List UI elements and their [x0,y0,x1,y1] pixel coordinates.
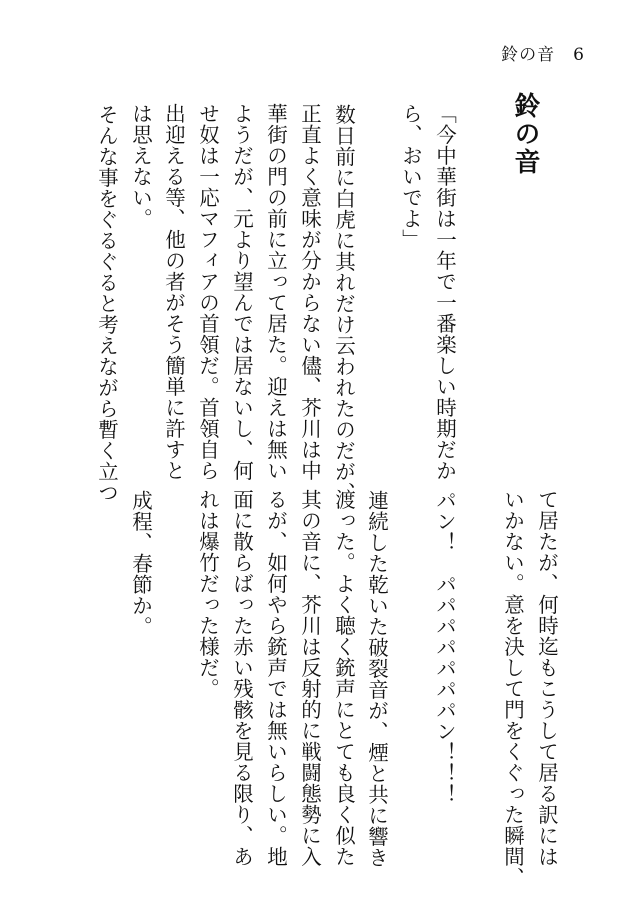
text-line: そんな事をぐるぐると考えながら暫く立つ [94,83,119,503]
text-line: 華街の門の前に立って居た。迎えは無い [263,103,288,481]
chapter-heading: 鈴の音 [510,92,540,176]
text-line: 正直よく意味が分からない儘、芥川は中 [297,103,322,481]
text-line: 「今中華街は一年で一番楽しい時期だか [432,103,457,481]
text-line: は思えない。 [128,103,153,229]
text-line: 其の音に、芥川は反射的に戦闘態勢に入 [297,489,322,867]
text-line: パン！ パパパパパパパン！！！ [432,469,457,805]
chapter-title: 鈴の音 [501,45,556,65]
text-line: て居たが、何時迄もこうして居る訳には [534,489,559,867]
text-line: 面に散らばった赤い残骸を見る限り、あ [229,489,254,867]
text-line: ようだが、元より望んでは居ないし、何 [229,103,254,481]
page-number: 6 [573,45,585,65]
text-line: 成程、春節か。 [128,469,153,637]
text-line: 連続した乾いた破裂音が、煙と共に響き [364,469,389,868]
text-line: せ奴は一応マフィアの首領だ。首領自ら [195,103,220,481]
text-line: いかない。意を決して門をくぐった瞬間、 [500,489,525,888]
running-header [501,40,585,65]
text-line: 数日前に白虎に其れだけ云われたのだが、 [331,83,356,503]
text-line: 出迎える等、他の者がそう簡単に許すと [161,103,186,481]
text-line: 渡った。よく聴く銃声にとても良く似た [331,489,356,867]
text-line: ら、おいでよ」 [398,103,423,250]
text-line: るが、如何やら銃声では無いらしい。地 [263,489,288,867]
text-line: れは爆竹だった様だ。 [195,489,220,699]
